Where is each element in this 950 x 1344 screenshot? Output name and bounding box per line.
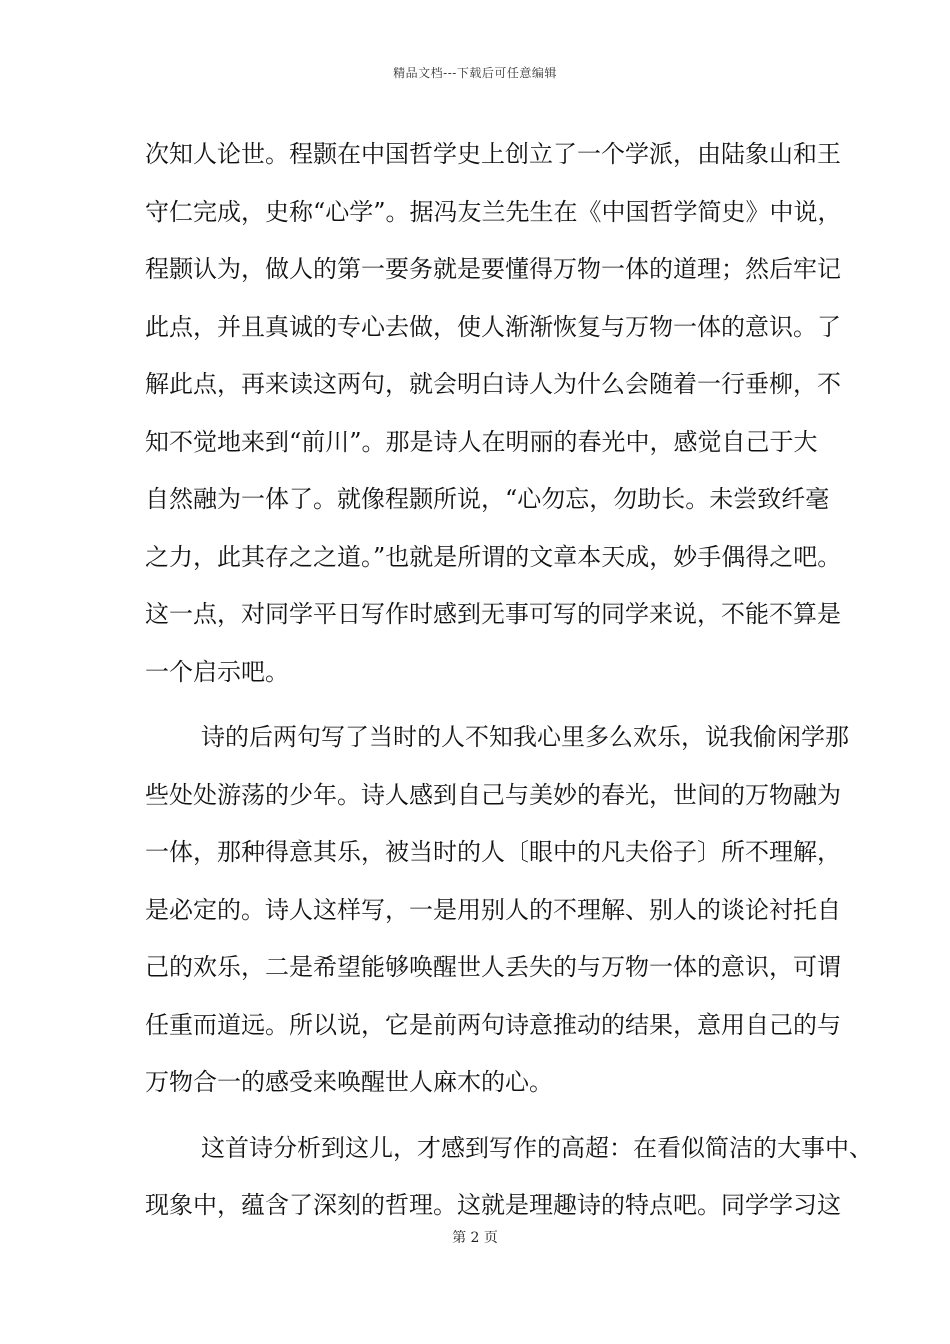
document-body bbox=[145, 126, 873, 1235]
text-line: 些处处游荡的少年。诗人感到自己与美妙的春光，世间的万物融为 bbox=[145, 780, 841, 809]
text-line: 这首诗分析到这儿，才感到写作的高超：在看似简洁的大事中、 bbox=[201, 1133, 873, 1162]
text-line: 是必定的。诗人这样写，一是用别人的不理解、别人的谈论衬托自 bbox=[145, 895, 841, 924]
text-line: 次知人论世。程颢在中国哲学史上创立了一个学派，由陆象山和王 bbox=[145, 140, 841, 168]
text-line: 一体，那种得意其乐，被当时的人〔眼中的凡夫俗子〕所不理解， bbox=[145, 838, 841, 866]
paragraph-1 bbox=[145, 126, 842, 701]
text-line: 守仁完成，史称“心学”。据冯友兰先生在《中国哲学简史》中说， bbox=[145, 197, 842, 226]
paragraph-spacer bbox=[145, 1112, 825, 1120]
text-line: 万物合一的感受来唤醒世人麻木的心。 bbox=[145, 1068, 553, 1096]
text-line: 一个启示吧。 bbox=[145, 657, 289, 686]
text-line: 现象中，蕴含了深刻的哲理。这就是理趣诗的特点吧。同学学习这 bbox=[145, 1191, 841, 1219]
text-line: 程颢认为，做人的第一要务就是要懂得万物一体的道理；然后牢记 bbox=[145, 255, 841, 283]
page-header: 精品文档---下载后可任意编辑 bbox=[393, 66, 557, 80]
text-line: 解此点，再来读这两句，就会明白诗人为什么会随着一行垂柳，不 bbox=[145, 370, 841, 398]
text-line: 之力，此其存之之道。”也就是所谓的文章本天成，妙手偶得之吧。 bbox=[145, 542, 842, 571]
text-line: 任重而道远。所以说，它是前两句诗意推动的结果，意用自己的与 bbox=[145, 1010, 841, 1039]
text-line: 自然融为一体了。就像程颢所说，“心勿忘，勿助长。未尝致纤毫 bbox=[145, 485, 830, 513]
paragraph-2 bbox=[145, 709, 849, 1112]
text-line: 这一点，对同学平日写作时感到无事可写的同学来说，不能不算是 bbox=[145, 600, 841, 628]
text-line: 知不觉地来到“前川”。那是诗人在明丽的春光中，感觉自己于大 bbox=[145, 427, 818, 456]
paragraph-3 bbox=[145, 1120, 873, 1235]
text-line: 己的欢乐，二是希望能够唤醒世人丢失的与万物一体的意识，可谓 bbox=[145, 953, 841, 981]
text-line: 诗的后两句写了当时的人不知我心里多么欢乐，说我偷闲学那 bbox=[201, 723, 849, 751]
text-line: 此点，并且真诚的专心去做，使人渐渐恢复与万物一体的意识。了 bbox=[145, 312, 841, 341]
page-number: 第 2 页 bbox=[452, 1230, 498, 1246]
paragraph-spacer bbox=[145, 701, 825, 709]
